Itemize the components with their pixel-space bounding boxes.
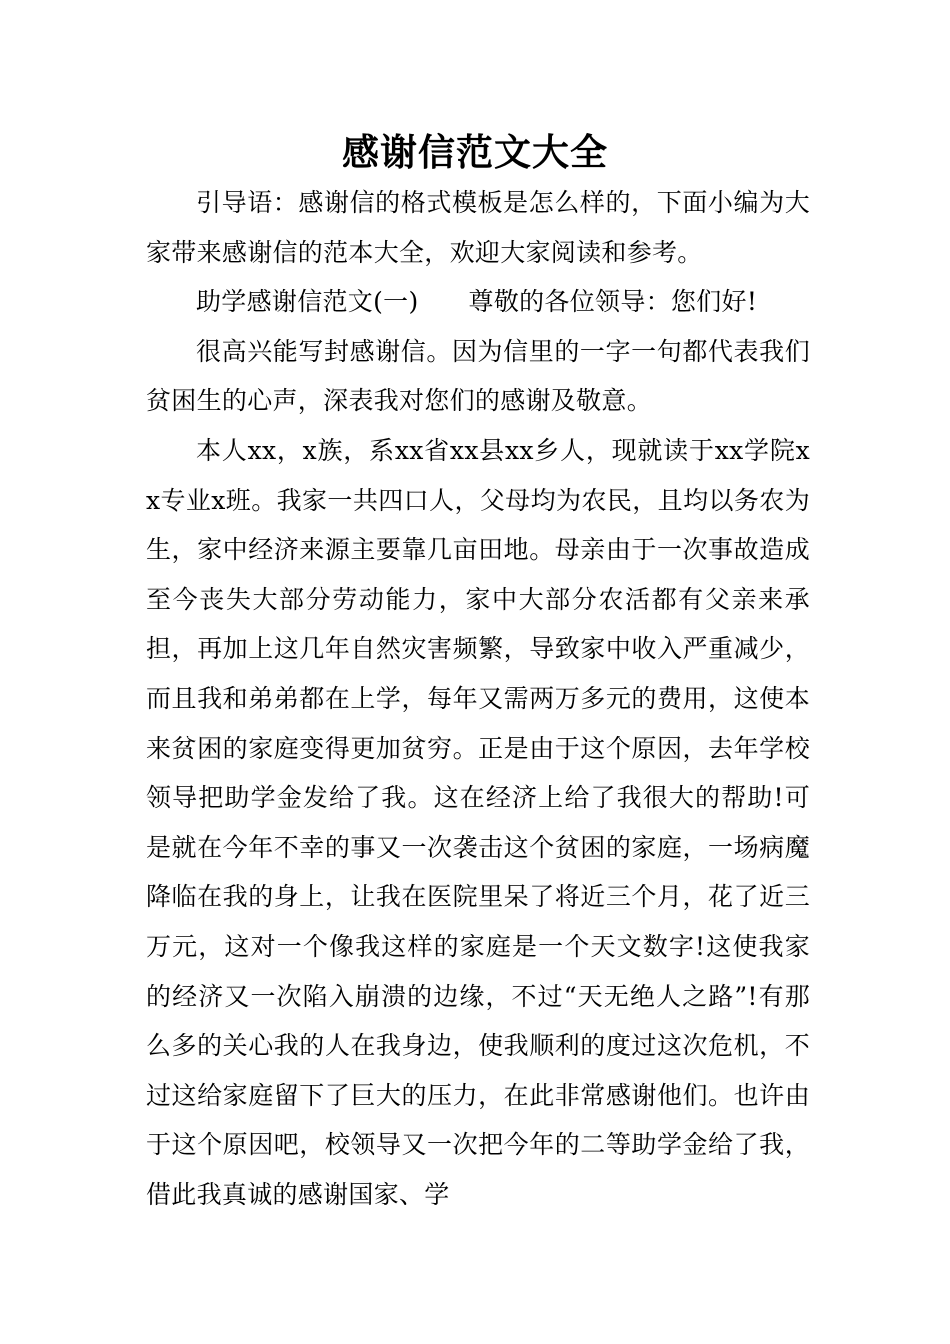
body-paragraph-1: 很高兴能写封感谢信。因为信里的一字一句都代表我们贫困生的心声，深表我对您们的感谢及敬意。 [146,336,810,416]
letter-heading-line [146,277,810,327]
document-body [146,178,810,1219]
letter-heading: 助学感谢信范文(一) [196,287,419,317]
body-paragraph-2: 本人xx，x族，系xx省xx县xx乡人，现就读于xx学院xx专业x班。我家一共四口人，父母均为农民，且均以务农为生，家中经济来源主要靠几亩田地。母亲由于一次事故造成至今丧失大部分劳动能力，家中大部分农活都有父亲来承担，再加上这几年自然灾害频繁，导致家中收入严重减少，而且我和弟弟都在上学，每年又需两万多元的费用，这使本来贫困的家庭变得更加贫穷。正是由于这个原因，去年学校领导把助学金发给了我。这在经济上给了我很大的帮助!可是就在今年不幸的事又一次袭击这个贫困的家庭，一场病魔降临在我的身上，让我在医院里呆了将近三个月，花了近三万元，这对一个像我这样的家庭是一个天文数字!这使我家的经济又一次陷入崩溃的边缘，不过“天无绝人之路”!有那么多的关心我的人在我身边，使我顺利的度过这次危机，不过这给家庭留下了巨大的压力，在此非常感谢他们。也许由于这个原因吧，校领导又一次把今年的二等助学金给了我，借此我真诚的感谢国家、学 [146,435,810,1209]
document-title: 感谢信范文大全 [342,131,608,174]
salutation: 尊敬的各位领导：您们好! [468,287,758,317]
intro-paragraph: 引导语：感谢信的格式模板是怎么样的，下面小编为大家带来感谢信的范本大全，欢迎大家阅读和参考。 [146,188,810,267]
